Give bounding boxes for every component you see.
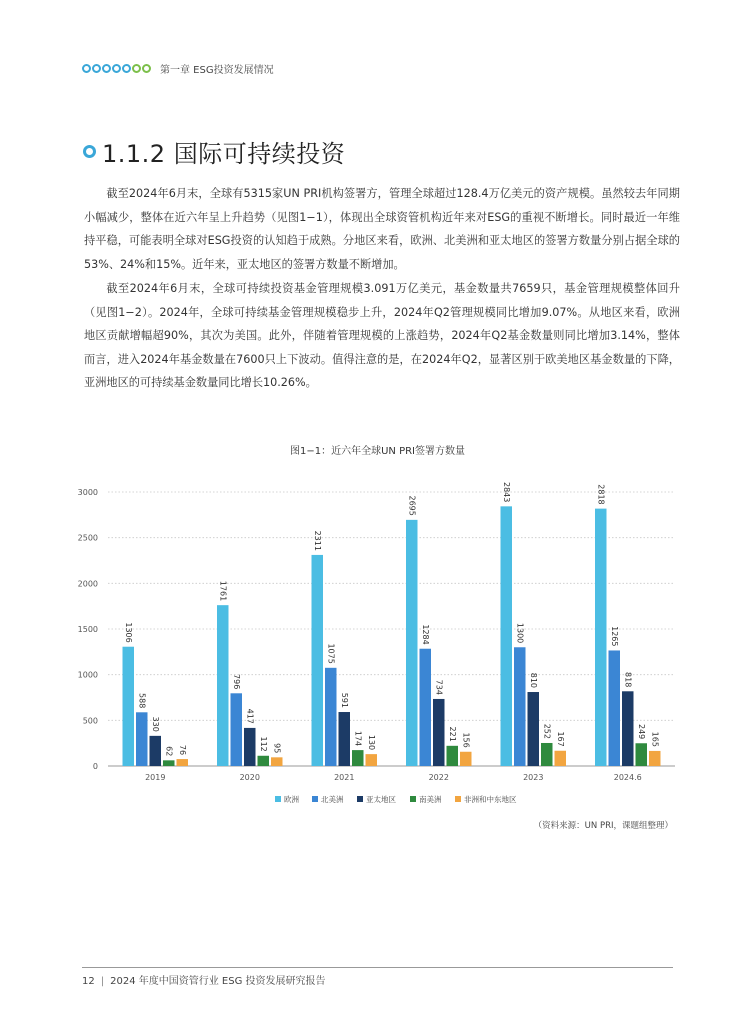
paragraph-1: 截至2024年6月末，全球有5315家UN PRI机构签署方，管理全球超过128.4万亿美元的资产规模。虽然较去年同期小幅减少，整体在近六年呈上升趋势（见图1−1），体现出全球资管机构近年来对ESG的重视不断增长。同时最近一年维持平稳，可能表明全球对ESG投资的认知趋于成熟。分地区来看，欧洲、北美洲和亚太地区的签署方数量分别占据全球的53%、24%和15%。近年来，亚太地区的签署方数量不断增加。 (84, 187, 680, 271)
bar-南美洲-2021 (352, 750, 364, 766)
data-label: 1300 (515, 622, 525, 644)
bar-南美洲-2024.6 (636, 743, 648, 766)
bar-非洲和中东地区-2019 (177, 759, 189, 766)
logo-dot (122, 64, 131, 73)
bar-南美洲-2019 (163, 760, 175, 766)
bar-非洲和中东地区-2023 (555, 751, 567, 766)
y-tick-label: 2000 (77, 579, 98, 589)
data-label: 591 (339, 692, 349, 709)
bar-欧洲-2019 (123, 647, 135, 766)
bar-亚太地区-2019 (150, 736, 162, 766)
data-label: 1265 (609, 626, 619, 647)
chapter-dots-logo (82, 64, 152, 73)
data-label: 2311 (312, 530, 322, 551)
footer-separator: | (100, 976, 105, 987)
bar-欧洲-2023 (501, 506, 513, 766)
bar-欧洲-2024.6 (595, 509, 607, 766)
data-label: 165 (650, 731, 660, 747)
bar-非洲和中东地区-2022 (460, 752, 472, 766)
legend-swatch (357, 796, 363, 802)
data-label: 330 (150, 716, 160, 732)
section-title: 1.1.2 国际可持续投资 (102, 140, 346, 168)
bar-南美洲-2022 (447, 746, 459, 766)
bar-亚太地区-2024.6 (622, 691, 634, 766)
legend-label: 亚太地区 (366, 795, 396, 804)
x-tick-label: 2023 (523, 773, 544, 782)
data-label: 62 (164, 746, 174, 757)
bar-北美洲-2024.6 (609, 650, 621, 766)
y-tick-label: 1500 (77, 625, 98, 634)
ring-bullet-icon (83, 145, 96, 158)
x-tick-label: 2020 (239, 773, 260, 782)
bar-欧洲-2021 (312, 555, 324, 766)
bar-亚太地区-2020 (244, 728, 256, 766)
legend-swatch (455, 796, 461, 802)
y-tick-label: 1000 (77, 670, 98, 680)
legend-label: 南美洲 (419, 795, 442, 804)
x-tick-label: 2022 (428, 773, 449, 782)
paragraph-2: 截至2024年6月末，全球可持续投资基金管理规模3.091万亿美元，基金数量共7659只，基金管理规模整体回升（见图1−2）。2024年，全球可持续基金管理规模稳步上升，2024年Q2管理规模同比增加9.07%。从地区来看，欧洲地区贡献增幅超90%，其次为美国。此外，伴随着管理规模的上涨趋势，2024年Q2基金数量则同比增加3.14%，整体而言，进入2024年基金数量在7600只上下波动。值得注意的是，在2024年Q2，显著区别于欧美地区基金数量的下降，亚洲地区的可持续基金数量同比增长10.26%。 (84, 282, 680, 389)
data-label: 252 (542, 723, 552, 739)
bar-南美洲-2020 (258, 756, 270, 766)
x-tick-label: 2019 (145, 773, 166, 782)
bar-非洲和中东地区-2021 (366, 754, 378, 766)
data-label: 2695 (407, 495, 417, 516)
bar-非洲和中东地区-2020 (271, 757, 283, 766)
source-note: （资料来源：UN PRI，课题组整理） (533, 821, 673, 831)
report-title: 2024 年度中国资管行业 ESG 投资发展研究报告 (110, 976, 326, 987)
data-label: 221 (447, 726, 457, 742)
footer-divider (82, 967, 673, 968)
data-label: 818 (623, 672, 633, 688)
bar-北美洲-2020 (231, 693, 243, 766)
data-label: 796 (231, 674, 241, 690)
y-tick-label: 0 (92, 762, 98, 771)
data-label: 167 (555, 731, 565, 747)
bar-非洲和中东地区-2024.6 (649, 751, 661, 766)
legend-swatch (312, 796, 318, 802)
x-tick-label: 2024.6 (613, 773, 642, 782)
logo-dot (102, 64, 111, 73)
bar-北美洲-2021 (325, 668, 337, 766)
legend-swatch (410, 796, 416, 802)
bar-亚太地区-2022 (433, 699, 445, 766)
data-label: 588 (137, 693, 147, 709)
data-label: 130 (366, 734, 376, 751)
data-label: 95 (272, 743, 282, 754)
data-label: 734 (434, 679, 444, 695)
bar-欧洲-2022 (406, 520, 418, 766)
logo-dot (132, 64, 141, 73)
data-label: 112 (258, 736, 268, 752)
bar-欧洲-2020 (217, 605, 229, 766)
page-footer (82, 972, 326, 987)
data-label: 174 (353, 730, 363, 747)
bar-南美洲-2023 (541, 743, 553, 766)
logo-dot (142, 64, 151, 73)
data-label: 417 (245, 708, 255, 724)
legend-label: 北美洲 (321, 795, 344, 804)
y-tick-label: 2500 (77, 533, 98, 543)
bar-亚太地区-2021 (339, 712, 351, 766)
bar-北美洲-2022 (420, 649, 432, 766)
data-label: 1761 (218, 580, 228, 602)
data-label: 2818 (596, 484, 606, 505)
bar-亚太地区-2023 (528, 692, 540, 766)
data-label: 810 (528, 672, 538, 689)
data-label: 156 (461, 732, 471, 748)
bar-chart (60, 480, 700, 820)
data-label: 1284 (420, 624, 430, 645)
y-tick-label: 500 (82, 716, 98, 726)
figure-title: 图1−1：近六年全球UN PRI签署方数量 (289, 446, 465, 457)
data-label: 2843 (501, 481, 511, 503)
chapter-title: 第一章 ESG投资发展情况 (160, 65, 274, 76)
logo-dot (82, 64, 91, 73)
page-number: 12 (82, 976, 95, 987)
bar-北美洲-2019 (136, 712, 148, 766)
logo-dot (112, 64, 121, 73)
data-label: 76 (177, 744, 187, 756)
data-label: 249 (636, 723, 646, 740)
bar-北美洲-2023 (514, 647, 526, 766)
data-label: 1075 (326, 643, 336, 664)
section-heading (83, 134, 345, 169)
x-tick-label: 2021 (334, 773, 355, 782)
legend-label: 欧洲 (284, 795, 299, 804)
logo-dot (92, 64, 101, 73)
y-tick-label: 3000 (77, 488, 98, 497)
page-header (82, 61, 274, 76)
legend-label: 非洲和中东地区 (464, 795, 517, 804)
legend-swatch (275, 796, 281, 802)
data-label: 1306 (123, 622, 133, 643)
